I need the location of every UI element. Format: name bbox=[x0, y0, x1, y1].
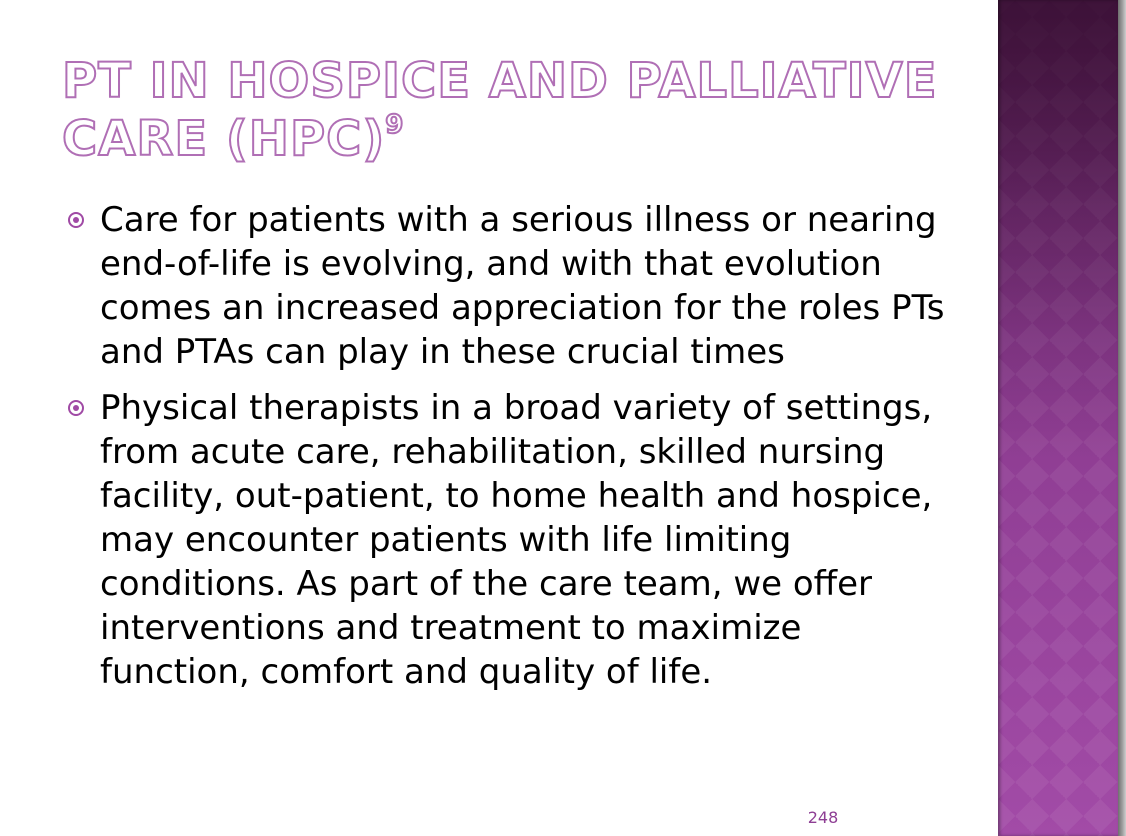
slide-title bbox=[62, 52, 962, 168]
circle-bullet-icon bbox=[68, 400, 84, 416]
decorative-side-band bbox=[998, 0, 1118, 836]
circle-bullet-icon bbox=[68, 212, 84, 228]
bullet-item bbox=[68, 198, 948, 374]
side-band-edge bbox=[1118, 0, 1126, 836]
page-number: 248 bbox=[807, 808, 839, 827]
slide-title-text: PT IN HOSPICE AND PALLIATIVE CARE (HPC) bbox=[62, 53, 938, 167]
bullet-text: Care for patients with a serious illness or nearing end-of-life is evolving, and with that evolution comes an increased appreciation for the roles PTs and PTAs can play in these crucial times bbox=[100, 200, 945, 372]
bullet-list bbox=[68, 198, 948, 706]
title-citation-superscript: 9 bbox=[385, 110, 405, 140]
bullet-text: Physical therapists in a broad variety of settings, from acute care, rehabilitation, skilled nursing facility, out-patient, to home health and hospice, may encounter patients with life limiting conditions. As part of the care team, we offer interventions and treatment to maximize function, comfort and quality of life. bbox=[100, 388, 933, 692]
bullet-item bbox=[68, 386, 948, 694]
